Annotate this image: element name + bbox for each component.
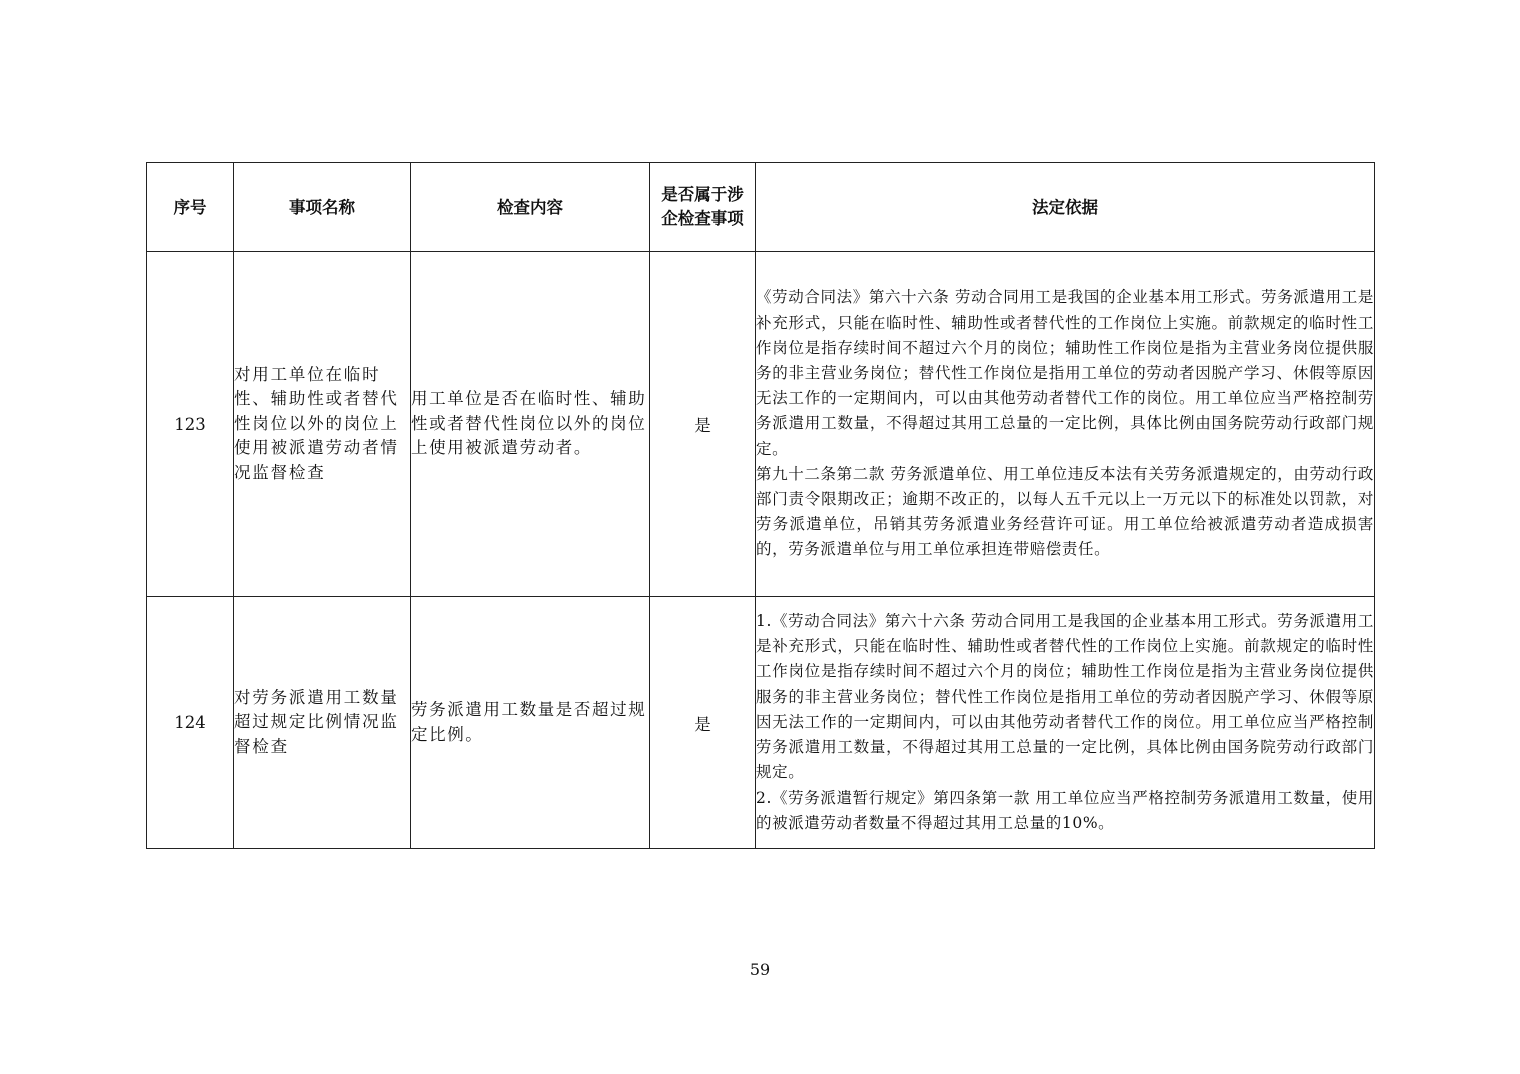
row-is-enterprise: 是 <box>650 252 756 597</box>
table-row <box>147 252 1375 597</box>
row-seq: 123 <box>147 252 234 597</box>
header-is-enterprise-label: 是否属于涉企检查事项 <box>661 185 744 228</box>
table-row <box>147 597 1375 849</box>
row-seq: 124 <box>147 597 234 849</box>
row-legal-basis <box>756 252 1375 597</box>
row-inspection-content: 用工单位是否在临时性、辅助性或者替代性岗位以外的岗位上使用被派遣劳动者。 <box>411 252 650 597</box>
row-inspection-content: 劳务派遣用工数量是否超过规定比例。 <box>411 597 650 849</box>
legal-basis-paragraph: 2.《劳务派遣暂行规定》第四条第一款 用工单位应当严格控制劳务派遣用工数量，使用的被派遣劳动者数量不得超过其用工总量的10%。 <box>756 788 1374 832</box>
row-is-enterprise: 是 <box>650 597 756 849</box>
inspection-items-table <box>146 162 1375 849</box>
header-inspection-content: 检查内容 <box>411 163 650 252</box>
row-item-name: 对劳务派遣用工数量超过规定比例情况监督检查 <box>234 597 411 849</box>
table-header-row <box>147 163 1375 252</box>
header-seq: 序号 <box>147 163 234 252</box>
header-item-name: 事项名称 <box>234 163 411 252</box>
legal-basis-paragraph: 《劳动合同法》第六十六条 劳动合同用工是我国的企业基本用工形式。劳务派遣用工是补充形式，只能在临时性、辅助性或者替代性的工作岗位上实施。前款规定的临时性工作岗位是指存续时间不超过六个月的岗位；辅助性工作岗位是指为主营业务岗位提供服务的非主营业务岗位；替代性工作岗位是指用工单位的劳动者因脱产学习、休假等原因无法工作的一定期间内，可以由其他劳动者替代工作的岗位。用工单位应当严格控制劳务派遣用工数量，不得超过其用工总量的一定比例，具体比例由国务院劳动行政部门规定。 <box>756 288 1374 458</box>
header-is-enterprise-inspection <box>650 163 756 252</box>
legal-basis-paragraph: 第九十二条第二款 劳务派遣单位、用工单位违反本法有关劳务派遣规定的，由劳动行政部门责令限期改正；逾期不改正的，以每人五千元以上一万元以下的标准处以罚款，对劳务派遣单位，吊销其劳务派遣业务经营许可证。用工单位给被派遣劳动者造成损害的，劳务派遣单位与用工单位承担连带赔偿责任。 <box>756 464 1374 559</box>
row-item-name: 对用工单位在临时性、辅助性或者替代性岗位以外的岗位上使用被派遣劳动者情况监督检查 <box>234 252 411 597</box>
header-legal-basis: 法定依据 <box>756 163 1375 252</box>
page-number: 59 <box>749 960 771 979</box>
row-legal-basis <box>756 597 1375 849</box>
legal-basis-paragraph: 1.《劳动合同法》第六十六条 劳动合同用工是我国的企业基本用工形式。劳务派遣用工是补充形式，只能在临时性、辅助性或者替代性的工作岗位上实施。前款规定的临时性工作岗位是指存续时间不超过六个月的岗位；辅助性工作岗位是指为主营业务岗位提供服务的非主营业务岗位；替代性工作岗位是指用工单位的劳动者因脱产学习、休假等原因无法工作的一定期间内，可以由其他劳动者替代工作的岗位。用工单位应当严格控制劳务派遣用工数量，不得超过其用工总量的一定比例，具体比例由国务院劳动行政部门规定。 <box>756 612 1374 782</box>
